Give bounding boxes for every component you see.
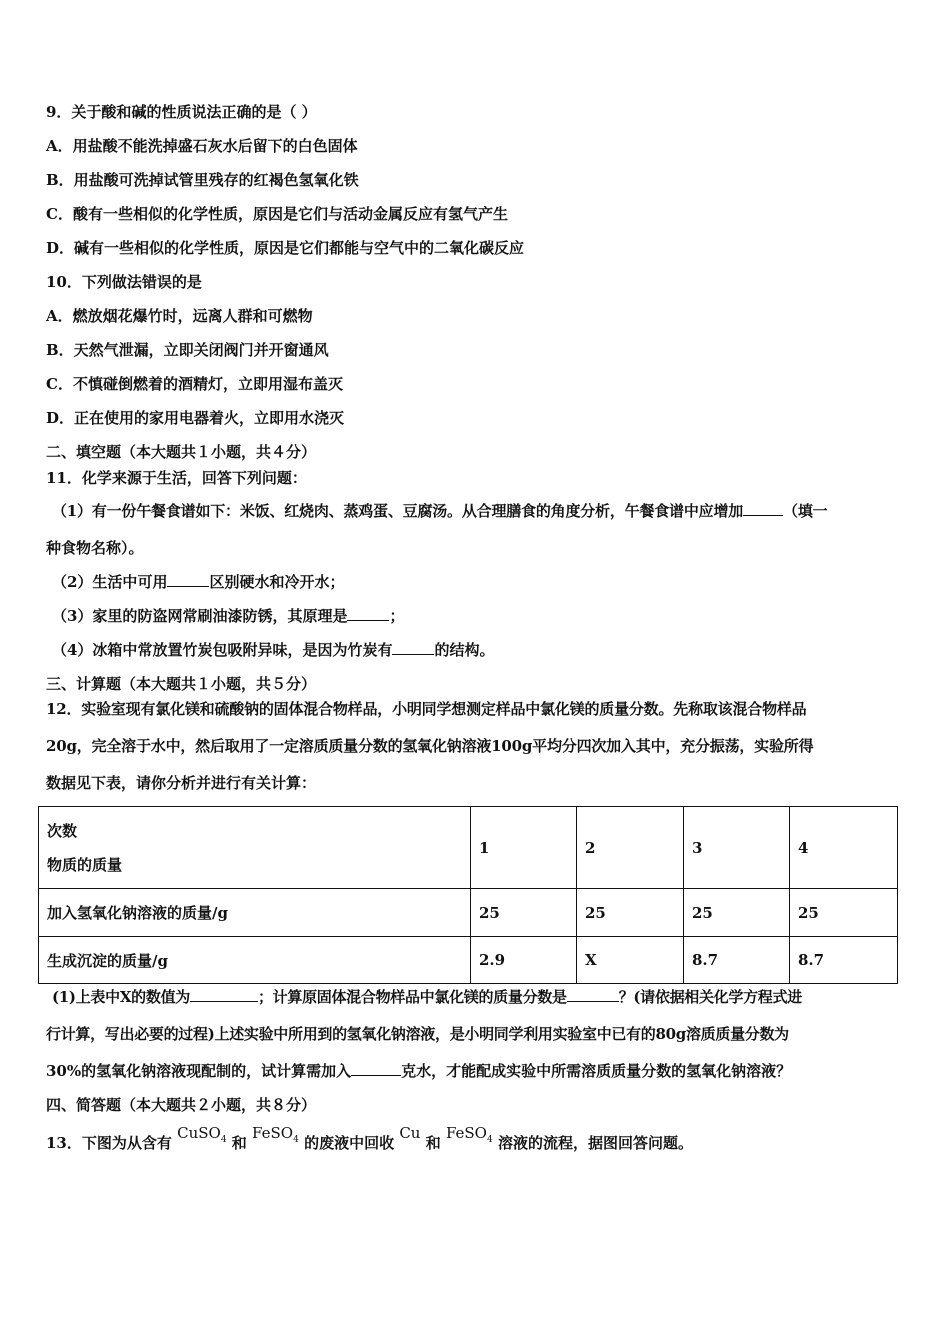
chem-formula-cu: Cu (399, 1124, 421, 1142)
q11-part4-text-b: 的结构。 (434, 641, 495, 659)
q10-option-b: B．天然气泄漏，立即关闭阀门并开窗通风 (46, 341, 329, 359)
table-header-top: 次数 (47, 821, 78, 840)
q11-part4 (52, 639, 906, 661)
q12-line2: 20g，完全溶于水中，然后取用了一定溶质质量分数的氢氧化钠溶液100g平均分四次加入其中，充分振荡，实验所得 (46, 737, 814, 755)
q11-blank-2[interactable] (167, 572, 209, 587)
row-label: 生成沉淀的质量/g (39, 937, 471, 984)
q9-option-c: C．酸有一些相似的化学性质，原因是它们与活动金属反应有氢气产生 (46, 205, 508, 223)
q10-stem: 10．下列做法错误的是 (46, 273, 202, 291)
q12-blank-x[interactable] (190, 987, 258, 1002)
q11-part3-text-b: ； (389, 607, 405, 625)
q12-data-table (38, 806, 898, 984)
q10-option-c: C．不慎碰倒燃着的酒精灯，立即用湿布盖灭 (46, 375, 343, 393)
q12-line3: 数据见下表，请你分析并进行有关计算： (46, 774, 317, 792)
table-cell: 25 (790, 889, 898, 937)
q12-answer-text-d: 30%的氢氧化钠溶液现配制的，试计算需加入 (46, 1062, 352, 1080)
q9-option-a: A．用盐酸不能洗掉盛石灰水后留下的白色固体 (46, 137, 358, 155)
table-cell: 25 (684, 889, 790, 937)
q9-option-d: D．碱有一些相似的化学性质，原因是它们都能与空气中的二氧化碳反应 (46, 239, 525, 257)
q12-blank-water[interactable] (351, 1061, 401, 1076)
q11-part4-text-a: （4）冰箱中常放置竹炭包吸附异味，是因为竹炭有 (52, 641, 393, 659)
q12-answer-text-e: 克水，才能配成实验中所需溶质质量分数的氢氧化钠溶液？ (401, 1062, 792, 1080)
section2-heading: 二、填空题（本大题共１小题，共４分） (46, 443, 317, 461)
table-cell: 2.9 (471, 937, 577, 984)
table-col-1: 1 (471, 807, 577, 889)
q11-part2-text-a: （2）生活中可用 (52, 573, 168, 591)
row-label: 加入氢氧化钠溶液的质量/g (39, 889, 471, 937)
q13-text-3: 的废液中回收 (304, 1134, 395, 1152)
chem-formula-feso4: FeSO$_4$ (252, 1124, 299, 1145)
q12-answer-line2: 行计算，写出必要的过程)上述实验中所用到的氢氧化钠溶液，是小明同学利用实验室中已有的80g溶质质量分数为 (46, 1025, 789, 1043)
q9-option-b: B．用盐酸可洗掉试管里残存的红褐色氢氧化铁 (46, 171, 359, 189)
q11-blank-1[interactable] (743, 501, 783, 516)
q11-part3 (52, 605, 906, 627)
section3-heading: 三、计算题（本大题共１小题，共５分） (46, 675, 317, 693)
q12-answer-line3 (46, 1060, 906, 1082)
q12-line1: 12．实验室现有氯化镁和硫酸钠的固体混合物样品，小明同学想测定样品中氯化镁的质量分数。先称取该混合物样品 (46, 700, 807, 718)
q11-part1-cont: 种食物名称）。 (46, 539, 144, 557)
table-header-bottom: 物质的质量 (47, 855, 123, 874)
table-cell: X (577, 937, 684, 984)
q11-part3-text-a: （3）家里的防盗网常刷油漆防锈，其原理是 (52, 607, 348, 625)
table-cell: 25 (577, 889, 684, 937)
q11-part1-text-a: （1）有一份午餐食谱如下：米饭、红烧肉、蒸鸡蛋、豆腐汤。从合理膳食的角度分析，午餐食谱中应增加 (52, 502, 744, 520)
table-col-2: 2 (577, 807, 684, 889)
q13-text-4: 和 (425, 1134, 441, 1152)
q12-answer-text-c: ？(请依据相关化学方程式进 (618, 988, 802, 1006)
q10-option-a: A．燃放烟花爆竹时，远离人群和可燃物 (46, 307, 313, 325)
q11-part2 (52, 571, 906, 593)
table-row (39, 889, 898, 937)
table-col-4: 4 (790, 807, 898, 889)
table-header-row (39, 807, 898, 889)
table-cell: 8.7 (790, 937, 898, 984)
table-col-3: 3 (684, 807, 790, 889)
q11-part2-text-b: 区别硬水和冷开水； (209, 573, 345, 591)
q11-part1-text-b: （填一 (783, 502, 828, 520)
q12-answer-text-b: ；计算原固体混合物样品中氯化镁的质量分数是 (257, 988, 567, 1006)
q10-option-d: D．正在使用的家用电器着火，立即用水浇灭 (46, 409, 345, 427)
q13-text-1: 13．下图为从含有 (46, 1134, 172, 1152)
table-header-cell (39, 807, 471, 889)
table-cell: 8.7 (684, 937, 790, 984)
chem-formula-cuso4: CuSO$_4$ (177, 1124, 227, 1145)
q13-stem (46, 1124, 906, 1161)
chem-formula-feso4-solution: FeSO$_4$ (445, 1124, 493, 1145)
q11-part1 (52, 500, 906, 522)
table-row (39, 937, 898, 984)
q11-blank-3[interactable] (347, 606, 389, 621)
q13-text-2: 和 (231, 1134, 247, 1152)
q9-stem: 9．关于酸和碱的性质说法正确的是（ ） (46, 103, 317, 121)
q12-answer-text-a: (1)上表中X的数值为 (52, 988, 190, 1006)
table-cell: 25 (471, 889, 577, 937)
q11-blank-4[interactable] (392, 640, 434, 655)
q12-answer-line1 (52, 986, 906, 1008)
section4-heading: 四、简答题（本大题共２小题，共８分） (46, 1096, 317, 1114)
q11-stem: 11．化学来源于生活，回答下列问题： (46, 469, 307, 487)
q12-blank-fraction[interactable] (567, 987, 619, 1002)
q13-text-5: 溶液的流程，据图回答问题。 (497, 1134, 693, 1152)
